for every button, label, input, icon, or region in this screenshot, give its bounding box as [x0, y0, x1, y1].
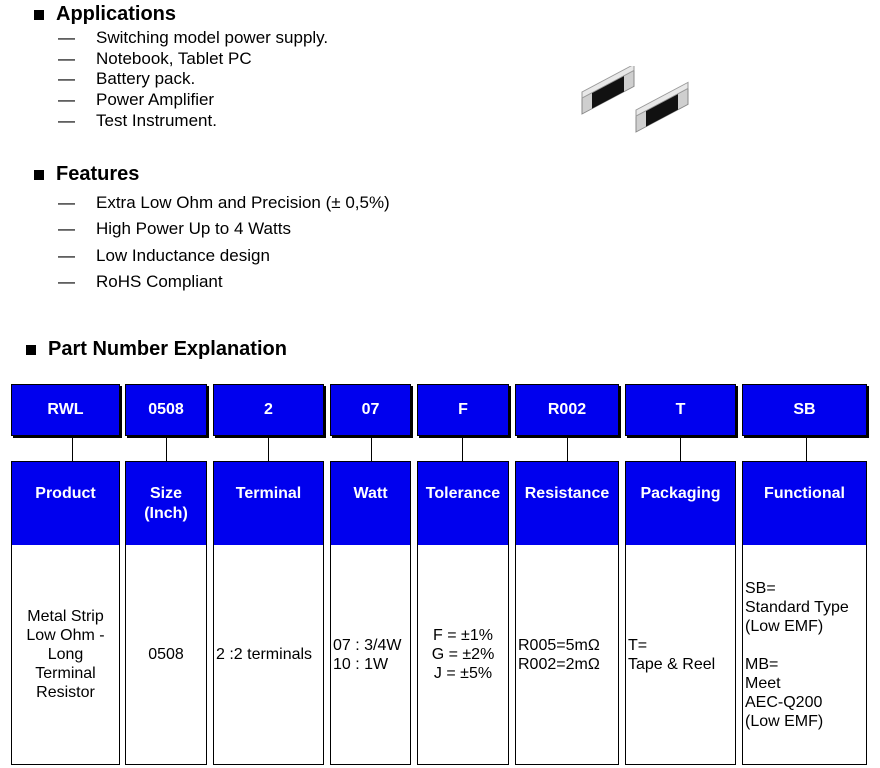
column-product	[11, 461, 120, 765]
column-header: Functional	[743, 462, 866, 545]
code-box-product: RWL	[11, 384, 120, 436]
connector-line	[806, 437, 807, 461]
code-box-watt: 07	[330, 384, 411, 436]
connector-line	[371, 437, 372, 461]
code-box-size: 0508	[125, 384, 207, 436]
column-header: Tolerance	[418, 462, 508, 545]
part-number-heading	[26, 338, 287, 361]
column-body: 2 :2 terminals	[216, 646, 313, 663]
column-body: 07 : 3/4W 10 : 1W	[333, 636, 402, 673]
column-watt	[330, 461, 411, 765]
column-header: Size (Inch)	[126, 462, 206, 545]
code-box-functional: SB	[742, 384, 867, 436]
list-item: — High Power Up to 4 Watts	[58, 219, 291, 239]
column-resistance	[515, 461, 619, 765]
features-list	[58, 190, 390, 295]
resistor-product-image	[580, 66, 700, 136]
square-bullet-icon	[34, 170, 44, 180]
list-item: — Extra Low Ohm and Precision (± 0,5%)	[58, 193, 390, 213]
applications-title: Applications	[56, 3, 177, 25]
applications-heading	[34, 3, 176, 26]
connector-line	[166, 437, 167, 461]
column-header: Watt	[331, 462, 410, 545]
column-header: Terminal	[214, 462, 323, 545]
applications-list	[58, 28, 328, 131]
column-packaging	[625, 461, 736, 765]
column-body: F = ±1% G = ±2% J = ±5%	[431, 627, 495, 682]
column-body: R005=5mΩ R002=2mΩ	[518, 636, 600, 673]
list-item: — Notebook, Tablet PC	[58, 48, 252, 68]
column-header: Packaging	[626, 462, 735, 545]
features-title: Features	[56, 163, 140, 185]
list-item: — Test Instrument.	[58, 110, 217, 130]
connector-line	[462, 437, 463, 461]
list-item: — Power Amplifier	[58, 90, 215, 110]
column-terminal	[213, 461, 324, 765]
list-item: — Low Inductance design	[58, 245, 270, 265]
code-box-resistance: R002	[515, 384, 619, 436]
features-heading	[34, 163, 139, 186]
column-body: T= Tape & Reel	[628, 636, 716, 673]
connector-line	[567, 437, 568, 461]
list-item: — Switching model power supply.	[58, 28, 329, 48]
code-box-tolerance: F	[417, 384, 509, 436]
list-item: — Battery pack.	[58, 69, 196, 89]
code-box-packaging: T	[625, 384, 736, 436]
column-functional	[742, 461, 867, 765]
column-header: Resistance	[516, 462, 618, 545]
part-number-title: Part Number Explanation	[48, 338, 287, 360]
column-body: 0508	[148, 646, 184, 663]
column-header: Product	[12, 462, 119, 545]
column-size	[125, 461, 207, 765]
column-body: Metal Strip Low Ohm - Long Terminal Resistor	[26, 608, 105, 701]
code-box-terminal: 2	[213, 384, 324, 436]
connector-line	[680, 437, 681, 461]
column-body: SB= Standard Type (Low EMF) MB= Meet AEC-Q200 (Low EMF)	[745, 579, 849, 730]
list-item: — RoHS Compliant	[58, 272, 223, 292]
column-tolerance	[417, 461, 509, 765]
connector-line	[268, 437, 269, 461]
square-bullet-icon	[34, 10, 44, 20]
connector-line	[72, 437, 73, 461]
square-bullet-icon	[26, 345, 36, 355]
